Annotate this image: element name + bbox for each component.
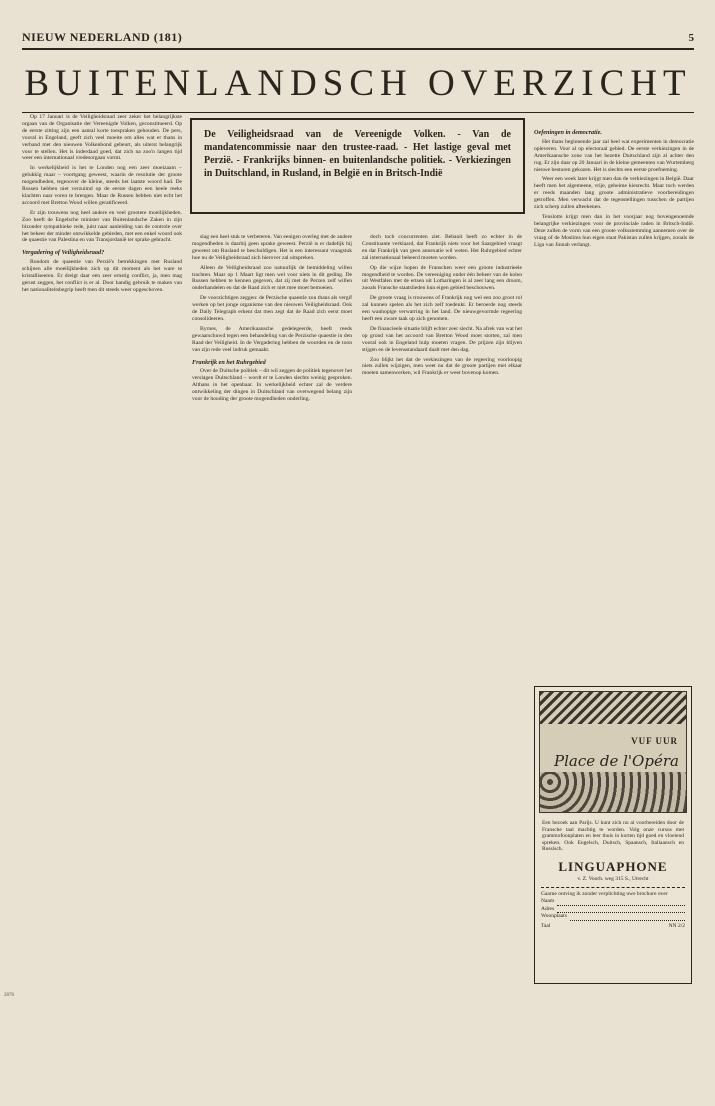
coupon-field-name[interactable]: Naam — [541, 898, 685, 905]
crowd-illustration — [540, 772, 686, 812]
paragraph: De groote vraag is trouwens of Frankrijk nog wel een zoo groot rol zal kunnen spelen als het zich zelf toedenkt. Er beroerde nog steeds een wanhopige verwarring in het land. De nieuwgevormde regeering heeft een zware taak op zich genomen. — [362, 295, 522, 322]
opera-facade-illustration — [540, 692, 686, 724]
column-4 — [534, 124, 694, 664]
archive-code: 2876 — [4, 993, 14, 998]
paragraph: Op die wijze hopen de Franschen weer een groote industrieele mogendheid te worden. De vereeniging onder één beheer van de kolen uit Westfalen met de ertsen uit Lotharingen is al zeer lang een droom, zooals Fransche staatslieden hun eigen gebied beschouwen. — [362, 264, 522, 292]
ad-place-title: Place de l'Opéra — [554, 752, 679, 770]
coupon-intro: Gaarne ontving ik zonder verplichting uwe brochure over — [541, 890, 668, 897]
paragraph: Het thans beginnende jaar zal heel wat experimenten in democratie opleveren. Voor al op electoraal gebied. De eerste verkiezingen in de Amerikaansche zone van het bezette Duitschland zijn al achter den rug. Er zijn daar op 20 Januari in de kleine gemeenten van Wurtemberg nieuwe besturen gekozen. Het is slechts een eerste proefneming. — [534, 138, 694, 173]
ad-coupon — [541, 887, 685, 921]
paragraph: doch toch concurrenten ziet. Bebauit heeft zo echter in de Constituante verklaard, dat Frankrijk niets voor het Saargebied vraagt en dat Frankrijk van geen annexatie wil weten. Het Ruhrgebied echter zal internationaal beheerd moeten worden. — [362, 234, 522, 261]
ad-illustration — [539, 691, 687, 813]
ad-brand: LINGUAPHONE — [558, 858, 668, 874]
subheading: Vergadering of Veiligheidsraad? — [22, 249, 105, 257]
paragraph: Weer een week later krijgt men dan de verkiezingen in België. Daar heeft men het algemeene, vrije, geheime kiesrecht. Maar toch werden er reeds maanden lang groote administratieve voorbereidingen getroffen. Men verwacht dat de tegenstellingen tusschen de partijen zich scherp zullen afteekenen. — [534, 176, 694, 211]
ad-footer — [541, 923, 685, 929]
subheading: Oefeningen in democratie. — [534, 129, 602, 136]
paragraph: Er zijn trouwens nog heel andere en veel grootere moeilijkheden. Zoo heeft de Engelsche minister van Buitenlandsche Zaken in zijn bizonder sympathieke rede, juist naar aanleiding van de controle over het beheer der minder ontwikkelde gebieden, met een enkel woord ook de quaestie van Palestina en van Transjordanië ter sprake gebracht. — [22, 209, 182, 244]
paragraph: Byrnes, de Amerikaansche gedelegeerde, heeft reeds gewaarschuwd tegen een behandeling van de Perzische quaestie in den Raad der Veiligheid. In de Vergadering hebben de woorden en de toon van zijn rede veel indruk gemaakt. — [192, 325, 352, 353]
coupon-field-address[interactable]: Adres — [541, 906, 685, 913]
paragraph: Tenslotte krijgt men dan in het voorjaar nog bovengenoemde belangrijke verkiezingen voor de provinciale raden in Britsch-Indië. Deze zullen de vorm van een groote volksstemming aannemen over de vraag of de Moslims hun eigen staat Pakistan zullen krijgen, zooals de Liga van Jinnah verlangt. — [534, 213, 694, 248]
masthead — [22, 30, 694, 50]
paragraph: Op 17 Januari is de Veiligheidsraad zeer zeker het belangrijkste orgaan van de Organisatie der Vereenigde Volken, geconstitueerd. Op de eerste zitting zijn een aantal korte toespraken gehouden. De pers, vooral in Engeland, geeft zich veel moeite om alles wat er thans in verband met den nieuwen Volkenbond gebeurt, als uiterst belangrijk voor te stellen. Het is inderdaad goed, dat zich na zoo'n langen tijd weer een internationaal vredesorgaan vormt. — [22, 114, 182, 162]
paragraph: Zoo blijkt het dat de verkiezingen van de regeering voorloopig niets zullen wijzigen, men weet nu dat de groote partijen met elkaar moeten samenwerken, wil Frankrijk er weer bovenop komen. — [362, 356, 522, 377]
column-3 — [362, 234, 522, 1106]
paragraph: slag een heel stuk te verbeteren. Van eenigen overleg met de andere mogendheden is daarbij geen sprake geweest. Perzië is er dadelijk bij geweest om Rusland te beschuldigen. Het is een interessant vraagstuk hoe nu de Veiligheidsraad zich hierover zal uitspreken. — [192, 234, 352, 261]
ad-body-text: Een bezoek aan Parijs. U kunt zich nu al voorbereiden door de Fransche taal machtig te worden. Volg onze cursus met grammofoonplaten en leer thuis in korten tijd goed en vloeiend spreken. Ook Engelsch, Duitsch, Spaansch, Italiaansch en Russisch. — [542, 820, 684, 853]
paragraph: De financieele situatie blijft echter zeer slecht. Na afrek van wat het op grond van het accoord van Bretton Wood moet storten, zal men vooral ook in Engeland hulp moeten vragen. De prijzen zijn blijven stijgen en de levensstandaard daalt met den dag. — [362, 325, 522, 353]
linguaphone-advertisement — [534, 686, 692, 984]
paragraph: De voorzichtigen zeggen: de Perzische quaestie zou thans als vergif werken op het jonge organisme van den nieuwen Veiligheidsraad. Ook de Daily Telegraph erkent dat men zegt dat de Raad zich eerst moet consolideeren. — [192, 295, 352, 322]
ad-footer-code: NN 2/2 — [668, 922, 685, 929]
page-number: 5 — [688, 32, 694, 44]
column-1 — [22, 114, 182, 986]
ad-tagline: VUF UUR — [631, 736, 678, 746]
paragraph: In werkelijkheid is het te Londen nog een zeer moeizaam – gelukkig maar – voortgang geweest, waarin de resolutie der groote mogendheden, tegenover de kleine, steeds het laatste woord had. De Russen hebben niet verzuimd op de eerste dagen een heele reeks klachten naar voren te brengen. Maar de Russen hebben niet echt het accoord met Bretton Wood willen geratificeerd. — [22, 165, 182, 206]
newspaper-page — [22, 30, 694, 990]
subheading: Frankrijk en het Ruhrgebied — [192, 358, 266, 366]
paragraph: Over de Duitsche politiek – dit wil zeggen de politiek tegenover het verslagen Duitschland – wordt er te Londen slechts weinig gesproken. Althans in het openbaar. In werkelijkheid echter zal de verdere ontwikkeling der dingen in Duitschland van overwegend belang zijn voor de houding der groote mogendheden onderling. — [192, 368, 352, 403]
paragraph: Alleen de Veiligheidsraad zoo natuurlijk de bemiddeling willen trachten. Maar op 1 Maart ligt men wel voor niets in dit geding. De Russen hebben te kennen gegeven, dat zij met de Perzen zelf willen onderhandelen en dat de Raad zich er niet mee moet bemoeien. — [192, 264, 352, 292]
column-2 — [192, 234, 352, 1106]
article-summary-box: De Veiligheidsraad van de Vereenigde Volken. - Van de mandatencommissie naar den trustee-raad. - Het lastige geval met Perzië. - Frankrijks binnen- en buitenlandsche politiek. - Verkiezingen in Duitschland, in Rusland, in België en in Britsch-Indië — [190, 118, 525, 214]
ad-footer-left: Taal — [541, 922, 551, 929]
publication-name: NIEUW NEDERLAND (181) — [22, 30, 183, 44]
ad-address: v. Z. Voorh. weg 315 S., Utrecht — [577, 875, 649, 882]
page-title: BUITENLANDSCH OVERZICHT — [22, 62, 694, 113]
paragraph: Rondom de quaestie van Perzië's betrekkingen met Rusland schijnen alle moeilijkheden zich op dit moment als het ware te kristalliseeren. Er dreigt daar een zeer ernstig conflict, ja, men mag gerust zeggen, het conflict is er al. Door handig gebruik te maken van het nationaliteitsbegrip heeft men dit steeds weer opgeschoven. — [22, 259, 182, 293]
coupon-field-city[interactable]: Woonplaats — [541, 913, 685, 920]
article-columns — [22, 114, 694, 986]
